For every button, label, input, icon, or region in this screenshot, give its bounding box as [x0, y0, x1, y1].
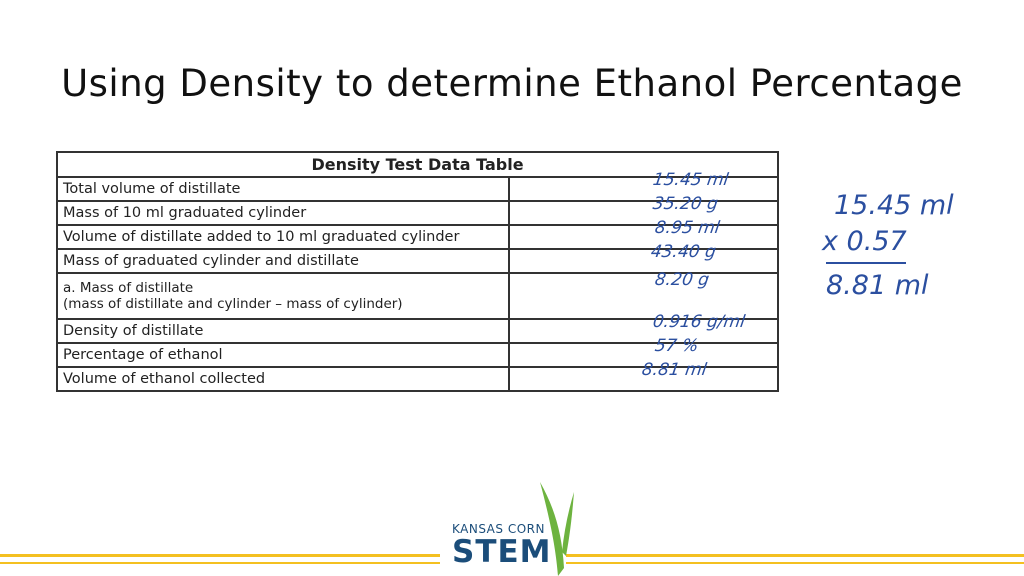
table-row [57, 367, 778, 391]
row-label: Mass of graduated cylinder and distillate [57, 249, 509, 273]
row-label: Volume of distillate added to 10 ml graduated cylinder [57, 225, 509, 249]
table-header: Density Test Data Table [57, 152, 778, 177]
footer-line-left-thin [0, 562, 440, 564]
footer-line-right-thin [566, 562, 1024, 564]
row-label: Volume of ethanol collected [57, 367, 509, 391]
row-value-cell [509, 312, 778, 343]
handwritten-value: 43.40 g [649, 242, 718, 262]
handwritten-value: 57 % [653, 336, 700, 356]
row-label: a. Mass of distillate [63, 280, 194, 296]
row-value-cell [509, 194, 778, 225]
calc-underline [826, 262, 906, 264]
handwritten-value: 0.916 g/ml [651, 312, 747, 332]
handwritten-value: 8.20 g [653, 270, 711, 290]
calc-result: 8.81 ml [826, 270, 929, 301]
handwritten-value: 8.81 ml [640, 360, 708, 380]
calc-line-2: x 0.57 [822, 226, 907, 257]
density-data-table [56, 151, 779, 392]
row-value-cell [509, 170, 778, 201]
handwritten-value: 15.45 ml [651, 170, 730, 190]
row-label: Density of distillate [57, 319, 509, 343]
row-label: Total volume of distillate [57, 177, 509, 201]
row-value-cell [509, 242, 778, 273]
row-value-cell [509, 218, 778, 249]
row-label: Percentage of ethanol [57, 343, 509, 367]
row-label-multiline [57, 273, 509, 319]
slide-title: Using Density to determine Ethanol Percentage [61, 62, 963, 105]
handwritten-value: 8.95 ml [653, 218, 721, 238]
row-label: Mass of 10 ml graduated cylinder [57, 201, 509, 225]
footer-line-left [0, 554, 440, 557]
logo-main-text: STEM [452, 534, 552, 570]
footer-line-right [566, 554, 1024, 557]
logo-top-text: KANSAS CORN [452, 522, 545, 536]
row-sublabel: (mass of distillate and cylinder – mass of cylinder) [63, 296, 403, 312]
handwritten-value: 35.20 g [651, 194, 720, 214]
row-value-cell [509, 360, 778, 391]
calc-line-1: 15.45 ml [834, 190, 954, 221]
